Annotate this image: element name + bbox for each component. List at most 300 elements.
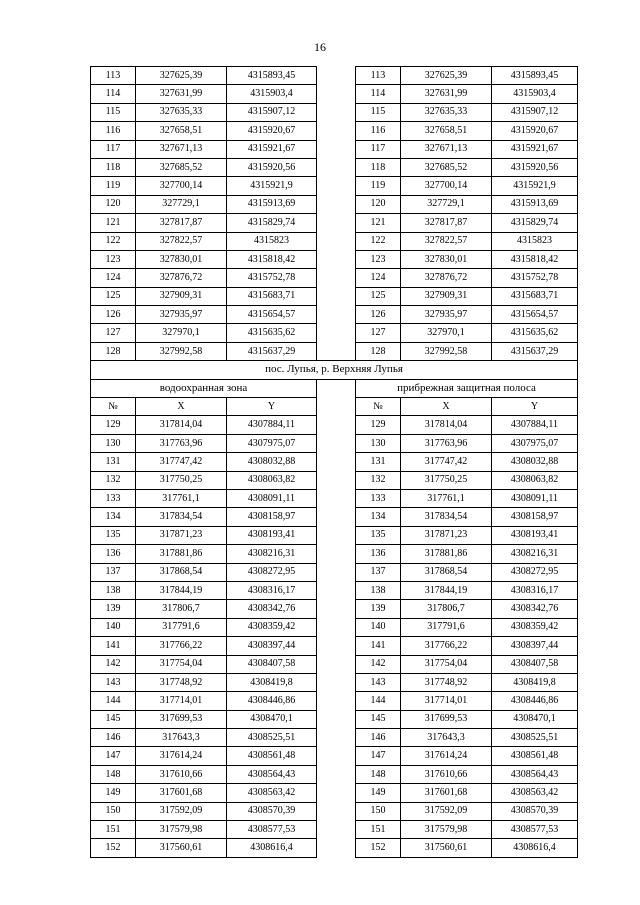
left-x-cell: 317592,09	[136, 802, 227, 820]
right-x-cell: 317579,98	[401, 821, 492, 839]
left-x-cell: 317844,19	[136, 581, 227, 599]
right-y-cell: 4308397,44	[492, 637, 578, 655]
left-x-cell: 317714,01	[136, 692, 227, 710]
left-y-cell: 4315683,71	[227, 287, 317, 305]
right-x-cell: 327817,87	[401, 214, 492, 232]
right-y-cell: 4308091,11	[492, 489, 578, 507]
right-point-number-cell: 114	[356, 85, 401, 103]
right-y-cell: 4315818,42	[492, 250, 578, 268]
table-gap	[317, 85, 356, 103]
table-gap	[317, 821, 356, 839]
right-y-cell: 4315829,74	[492, 214, 578, 232]
right-y-cell: 4308193,41	[492, 526, 578, 544]
section-header	[91, 361, 578, 416]
table-row	[91, 195, 578, 213]
left-point-number-cell: 130	[91, 434, 136, 452]
left-y-cell: 4315823	[227, 232, 317, 250]
left-y-cell: 4315920,67	[227, 122, 317, 140]
right-point-number-cell: 138	[356, 581, 401, 599]
right-x-cell: 317844,19	[401, 581, 492, 599]
left-x-cell: 317754,04	[136, 655, 227, 673]
left-x-cell: 317560,61	[136, 839, 227, 857]
table-row	[91, 140, 578, 158]
left-x-cell: 317761,1	[136, 489, 227, 507]
table-row	[91, 269, 578, 287]
left-point-number-cell: 114	[91, 85, 136, 103]
left-x-cell: 327876,72	[136, 269, 227, 287]
table-gap	[317, 379, 356, 397]
left-point-number-cell: 124	[91, 269, 136, 287]
right-point-number-cell: 118	[356, 158, 401, 176]
right-x-cell: 317560,61	[401, 839, 492, 857]
left-y-cell: 4308091,11	[227, 489, 317, 507]
right-point-number-cell: 132	[356, 471, 401, 489]
right-point-number-cell: 117	[356, 140, 401, 158]
left-point-number-cell: 134	[91, 508, 136, 526]
right-x-cell: 317834,54	[401, 508, 492, 526]
left-y-cell: 4315903,4	[227, 85, 317, 103]
table-row	[91, 471, 578, 489]
table-gap	[317, 158, 356, 176]
right-y-cell: 4308342,76	[492, 600, 578, 618]
left-point-number-cell: 136	[91, 545, 136, 563]
table-row	[91, 747, 578, 765]
right-y-cell: 4308470,1	[492, 710, 578, 728]
left-y-cell: 4315921,67	[227, 140, 317, 158]
table-gap	[317, 269, 356, 287]
table-row	[91, 839, 578, 857]
right-y-cell: 4308407,58	[492, 655, 578, 673]
right-x-cell: 317761,1	[401, 489, 492, 507]
coordinates-table	[90, 66, 578, 858]
left-x-cell: 317766,22	[136, 637, 227, 655]
right-x-cell: 327970,1	[401, 324, 492, 342]
left-y-cell: 4308577,53	[227, 821, 317, 839]
right-x-cell: 327830,01	[401, 250, 492, 268]
right-y-cell: 4315683,71	[492, 287, 578, 305]
table-row	[91, 618, 578, 636]
left-y-cell: 4315920,56	[227, 158, 317, 176]
table-gap	[317, 526, 356, 544]
table-gap	[317, 747, 356, 765]
table-row	[91, 729, 578, 747]
table-row	[91, 232, 578, 250]
table-row	[91, 122, 578, 140]
right-y-cell: 4308316,17	[492, 581, 578, 599]
right-y-cell: 4308216,31	[492, 545, 578, 563]
left-x-cell: 317579,98	[136, 821, 227, 839]
left-x-cell: 317610,66	[136, 765, 227, 783]
right-x-cell: 317601,68	[401, 784, 492, 802]
right-y-cell: 4308158,97	[492, 508, 578, 526]
right-x-cell: 327822,57	[401, 232, 492, 250]
table-gap	[317, 214, 356, 232]
table-row	[91, 103, 578, 121]
left-point-number-cell: 125	[91, 287, 136, 305]
left-x-cell: 327700,14	[136, 177, 227, 195]
table-row	[91, 765, 578, 783]
table-gap	[317, 545, 356, 563]
left-y-cell: 4315893,45	[227, 67, 317, 85]
left-x-cell: 327822,57	[136, 232, 227, 250]
section-title-row	[91, 361, 578, 379]
table-gap	[317, 232, 356, 250]
right-x-cell: 317868,54	[401, 563, 492, 581]
left-y-cell: 4308158,97	[227, 508, 317, 526]
left-y-cell: 4308446,86	[227, 692, 317, 710]
left-x-cell: 327635,33	[136, 103, 227, 121]
left-y-cell: 4315818,42	[227, 250, 317, 268]
left-x-cell: 327830,01	[136, 250, 227, 268]
right-point-number-cell: 148	[356, 765, 401, 783]
left-y-cell: 4308216,31	[227, 545, 317, 563]
left-point-number-cell: 113	[91, 67, 136, 85]
right-point-number-cell: 127	[356, 324, 401, 342]
left-x-cell: 317791,6	[136, 618, 227, 636]
left-point-number-cell: 142	[91, 655, 136, 673]
table-gap	[317, 287, 356, 305]
right-x-cell: 317871,23	[401, 526, 492, 544]
right-point-number-cell: 150	[356, 802, 401, 820]
table-gap	[317, 471, 356, 489]
table-gap	[317, 250, 356, 268]
right-x-cell: 317763,96	[401, 434, 492, 452]
right-point-number-cell: 152	[356, 839, 401, 857]
left-x-cell: 327625,39	[136, 67, 227, 85]
left-x-cell: 317806,7	[136, 600, 227, 618]
left-x-cell: 317601,68	[136, 784, 227, 802]
right-y-cell: 4315752,78	[492, 269, 578, 287]
right-y-cell: 4308272,95	[492, 563, 578, 581]
left-point-number-cell: 127	[91, 324, 136, 342]
right-header-number: №	[356, 398, 401, 416]
table-gap	[317, 729, 356, 747]
left-header-x: X	[136, 398, 227, 416]
left-x-cell: 317643,3	[136, 729, 227, 747]
right-point-number-cell: 120	[356, 195, 401, 213]
page-number: 16	[314, 40, 326, 54]
table-gap	[317, 637, 356, 655]
right-x-cell: 327700,14	[401, 177, 492, 195]
right-point-number-cell: 151	[356, 821, 401, 839]
table-row	[91, 526, 578, 544]
right-x-cell: 317791,6	[401, 618, 492, 636]
left-point-number-cell: 147	[91, 747, 136, 765]
table-row	[91, 710, 578, 728]
left-x-cell: 327729,1	[136, 195, 227, 213]
left-x-cell: 327631,99	[136, 85, 227, 103]
right-x-cell: 317714,01	[401, 692, 492, 710]
left-point-number-cell: 151	[91, 821, 136, 839]
right-point-number-cell: 147	[356, 747, 401, 765]
right-x-cell: 317699,53	[401, 710, 492, 728]
table-row	[91, 784, 578, 802]
right-y-cell: 4315823	[492, 232, 578, 250]
right-x-cell: 317643,3	[401, 729, 492, 747]
right-y-cell: 4308525,51	[492, 729, 578, 747]
right-point-number-cell: 125	[356, 287, 401, 305]
right-table-title: прибрежная защитная полоса	[356, 379, 578, 397]
right-y-cell: 4315921,9	[492, 177, 578, 195]
right-x-cell: 327876,72	[401, 269, 492, 287]
right-point-number-cell: 121	[356, 214, 401, 232]
table-gap	[317, 306, 356, 324]
table-row	[91, 489, 578, 507]
left-y-cell: 4308359,42	[227, 618, 317, 636]
left-y-cell: 4315654,57	[227, 306, 317, 324]
table-gap	[317, 416, 356, 434]
left-y-cell: 4308032,88	[227, 453, 317, 471]
right-x-cell: 327729,1	[401, 195, 492, 213]
table-gap	[317, 508, 356, 526]
left-y-cell: 4308563,42	[227, 784, 317, 802]
left-y-cell: 4315913,69	[227, 195, 317, 213]
lower-rows	[91, 416, 578, 857]
right-y-cell: 4308446,86	[492, 692, 578, 710]
right-x-cell: 327635,33	[401, 103, 492, 121]
right-y-cell: 4315921,67	[492, 140, 578, 158]
right-y-cell: 4315920,56	[492, 158, 578, 176]
left-y-cell: 4308561,48	[227, 747, 317, 765]
left-y-cell: 4308419,8	[227, 673, 317, 691]
right-point-number-cell: 143	[356, 673, 401, 691]
left-y-cell: 4315907,12	[227, 103, 317, 121]
right-y-cell: 4315654,57	[492, 306, 578, 324]
left-y-cell: 4308525,51	[227, 729, 317, 747]
left-header-number: №	[91, 398, 136, 416]
table-row	[91, 655, 578, 673]
left-y-cell: 4308063,82	[227, 471, 317, 489]
right-point-number-cell: 146	[356, 729, 401, 747]
table-gap	[317, 710, 356, 728]
left-y-cell: 4315637,29	[227, 342, 317, 360]
left-x-cell: 317748,92	[136, 673, 227, 691]
right-x-cell: 327631,99	[401, 85, 492, 103]
left-point-number-cell: 118	[91, 158, 136, 176]
left-point-number-cell: 120	[91, 195, 136, 213]
right-point-number-cell: 129	[356, 416, 401, 434]
left-x-cell: 327992,58	[136, 342, 227, 360]
right-y-cell: 4308563,42	[492, 784, 578, 802]
right-y-cell: 4315903,4	[492, 85, 578, 103]
right-point-number-cell: 119	[356, 177, 401, 195]
right-x-cell: 317750,25	[401, 471, 492, 489]
left-point-number-cell: 149	[91, 784, 136, 802]
right-y-cell: 4308561,48	[492, 747, 578, 765]
table-row	[91, 177, 578, 195]
left-x-cell: 317763,96	[136, 434, 227, 452]
left-x-cell: 317868,54	[136, 563, 227, 581]
table-row	[91, 508, 578, 526]
right-y-cell: 4308570,39	[492, 802, 578, 820]
left-y-cell: 4308470,1	[227, 710, 317, 728]
right-point-number-cell: 130	[356, 434, 401, 452]
left-point-number-cell: 143	[91, 673, 136, 691]
table-gap	[317, 563, 356, 581]
table-row	[91, 581, 578, 599]
right-y-cell: 4308359,42	[492, 618, 578, 636]
left-table-title: водоохранная зона	[91, 379, 317, 397]
table-gap	[317, 342, 356, 360]
right-y-cell: 4315893,45	[492, 67, 578, 85]
right-y-cell: 4308564,43	[492, 765, 578, 783]
left-point-number-cell: 117	[91, 140, 136, 158]
left-x-cell: 317614,24	[136, 747, 227, 765]
left-x-cell: 317747,42	[136, 453, 227, 471]
table-gap	[317, 398, 356, 416]
left-point-number-cell: 137	[91, 563, 136, 581]
right-y-cell: 4315637,29	[492, 342, 578, 360]
left-x-cell: 327817,87	[136, 214, 227, 232]
right-header-y: Y	[492, 398, 578, 416]
right-point-number-cell: 140	[356, 618, 401, 636]
left-y-cell: 4307975,07	[227, 434, 317, 452]
left-point-number-cell: 146	[91, 729, 136, 747]
left-point-number-cell: 141	[91, 637, 136, 655]
right-point-number-cell: 142	[356, 655, 401, 673]
left-y-cell: 4315921,9	[227, 177, 317, 195]
right-point-number-cell: 124	[356, 269, 401, 287]
table-gap	[317, 489, 356, 507]
right-x-cell: 317747,42	[401, 453, 492, 471]
left-y-cell: 4308616,4	[227, 839, 317, 857]
table-gap	[317, 802, 356, 820]
table-gap	[317, 67, 356, 85]
right-point-number-cell: 116	[356, 122, 401, 140]
left-point-number-cell: 150	[91, 802, 136, 820]
left-point-number-cell: 128	[91, 342, 136, 360]
right-y-cell: 4307884,11	[492, 416, 578, 434]
table-gap	[317, 581, 356, 599]
right-point-number-cell: 131	[356, 453, 401, 471]
right-x-cell: 317806,7	[401, 600, 492, 618]
table-row	[91, 692, 578, 710]
right-point-number-cell: 144	[356, 692, 401, 710]
table-gap	[317, 784, 356, 802]
left-y-cell: 4308272,95	[227, 563, 317, 581]
right-x-cell: 327935,97	[401, 306, 492, 324]
section-title: пос. Лупья, р. Верхняя Лупья	[91, 361, 578, 379]
table-row	[91, 453, 578, 471]
left-y-cell: 4315752,78	[227, 269, 317, 287]
table-gap	[317, 177, 356, 195]
right-header-x: X	[401, 398, 492, 416]
table-row	[91, 416, 578, 434]
right-x-cell: 327625,39	[401, 67, 492, 85]
table-gap	[317, 122, 356, 140]
left-point-number-cell: 129	[91, 416, 136, 434]
right-x-cell: 317592,09	[401, 802, 492, 820]
table-gap	[317, 673, 356, 691]
right-x-cell: 327909,31	[401, 287, 492, 305]
right-y-cell: 4307975,07	[492, 434, 578, 452]
table-gap	[317, 618, 356, 636]
left-point-number-cell: 138	[91, 581, 136, 599]
left-point-number-cell: 140	[91, 618, 136, 636]
table-row	[91, 67, 578, 85]
right-x-cell: 327671,13	[401, 140, 492, 158]
right-point-number-cell: 115	[356, 103, 401, 121]
right-x-cell: 317814,04	[401, 416, 492, 434]
table-row	[91, 821, 578, 839]
column-headers-row	[91, 398, 578, 416]
left-x-cell: 327970,1	[136, 324, 227, 342]
right-y-cell: 4308032,88	[492, 453, 578, 471]
right-x-cell: 317766,22	[401, 637, 492, 655]
left-point-number-cell: 116	[91, 122, 136, 140]
table-gap	[317, 103, 356, 121]
left-point-number-cell: 119	[91, 177, 136, 195]
right-x-cell: 317881,86	[401, 545, 492, 563]
right-point-number-cell: 149	[356, 784, 401, 802]
table-row	[91, 434, 578, 452]
right-point-number-cell: 135	[356, 526, 401, 544]
left-y-cell: 4308407,58	[227, 655, 317, 673]
right-y-cell: 4315920,67	[492, 122, 578, 140]
right-point-number-cell: 126	[356, 306, 401, 324]
left-point-number-cell: 123	[91, 250, 136, 268]
left-point-number-cell: 145	[91, 710, 136, 728]
left-y-cell: 4308316,17	[227, 581, 317, 599]
left-x-cell: 317871,23	[136, 526, 227, 544]
table-row	[91, 563, 578, 581]
table-titles-row	[91, 379, 578, 397]
table-gap	[317, 453, 356, 471]
table-gap	[317, 324, 356, 342]
left-x-cell: 317814,04	[136, 416, 227, 434]
left-y-cell: 4308397,44	[227, 637, 317, 655]
left-y-cell: 4308193,41	[227, 526, 317, 544]
left-x-cell: 317750,25	[136, 471, 227, 489]
right-point-number-cell: 134	[356, 508, 401, 526]
left-point-number-cell: 132	[91, 471, 136, 489]
right-x-cell: 317754,04	[401, 655, 492, 673]
table-row	[91, 158, 578, 176]
table-row	[91, 250, 578, 268]
right-point-number-cell: 136	[356, 545, 401, 563]
table-gap	[317, 692, 356, 710]
right-point-number-cell: 113	[356, 67, 401, 85]
left-x-cell: 327909,31	[136, 287, 227, 305]
right-y-cell: 4315635,62	[492, 324, 578, 342]
left-y-cell: 4307884,11	[227, 416, 317, 434]
left-y-cell: 4308570,39	[227, 802, 317, 820]
table-gap	[317, 600, 356, 618]
left-x-cell: 317881,86	[136, 545, 227, 563]
right-point-number-cell: 128	[356, 342, 401, 360]
left-point-number-cell: 122	[91, 232, 136, 250]
right-point-number-cell: 145	[356, 710, 401, 728]
right-y-cell: 4308577,53	[492, 821, 578, 839]
table-row	[91, 545, 578, 563]
table-row	[91, 287, 578, 305]
table-row	[91, 214, 578, 232]
table-row	[91, 342, 578, 360]
right-y-cell: 4308616,4	[492, 839, 578, 857]
left-y-cell: 4308342,76	[227, 600, 317, 618]
right-point-number-cell: 141	[356, 637, 401, 655]
right-x-cell: 317614,24	[401, 747, 492, 765]
table-row	[91, 600, 578, 618]
table-gap	[317, 434, 356, 452]
right-y-cell: 4315913,69	[492, 195, 578, 213]
table-gap	[317, 195, 356, 213]
right-point-number-cell: 123	[356, 250, 401, 268]
table-row	[91, 306, 578, 324]
right-x-cell: 327658,51	[401, 122, 492, 140]
left-y-cell: 4308564,43	[227, 765, 317, 783]
right-x-cell: 317748,92	[401, 673, 492, 691]
